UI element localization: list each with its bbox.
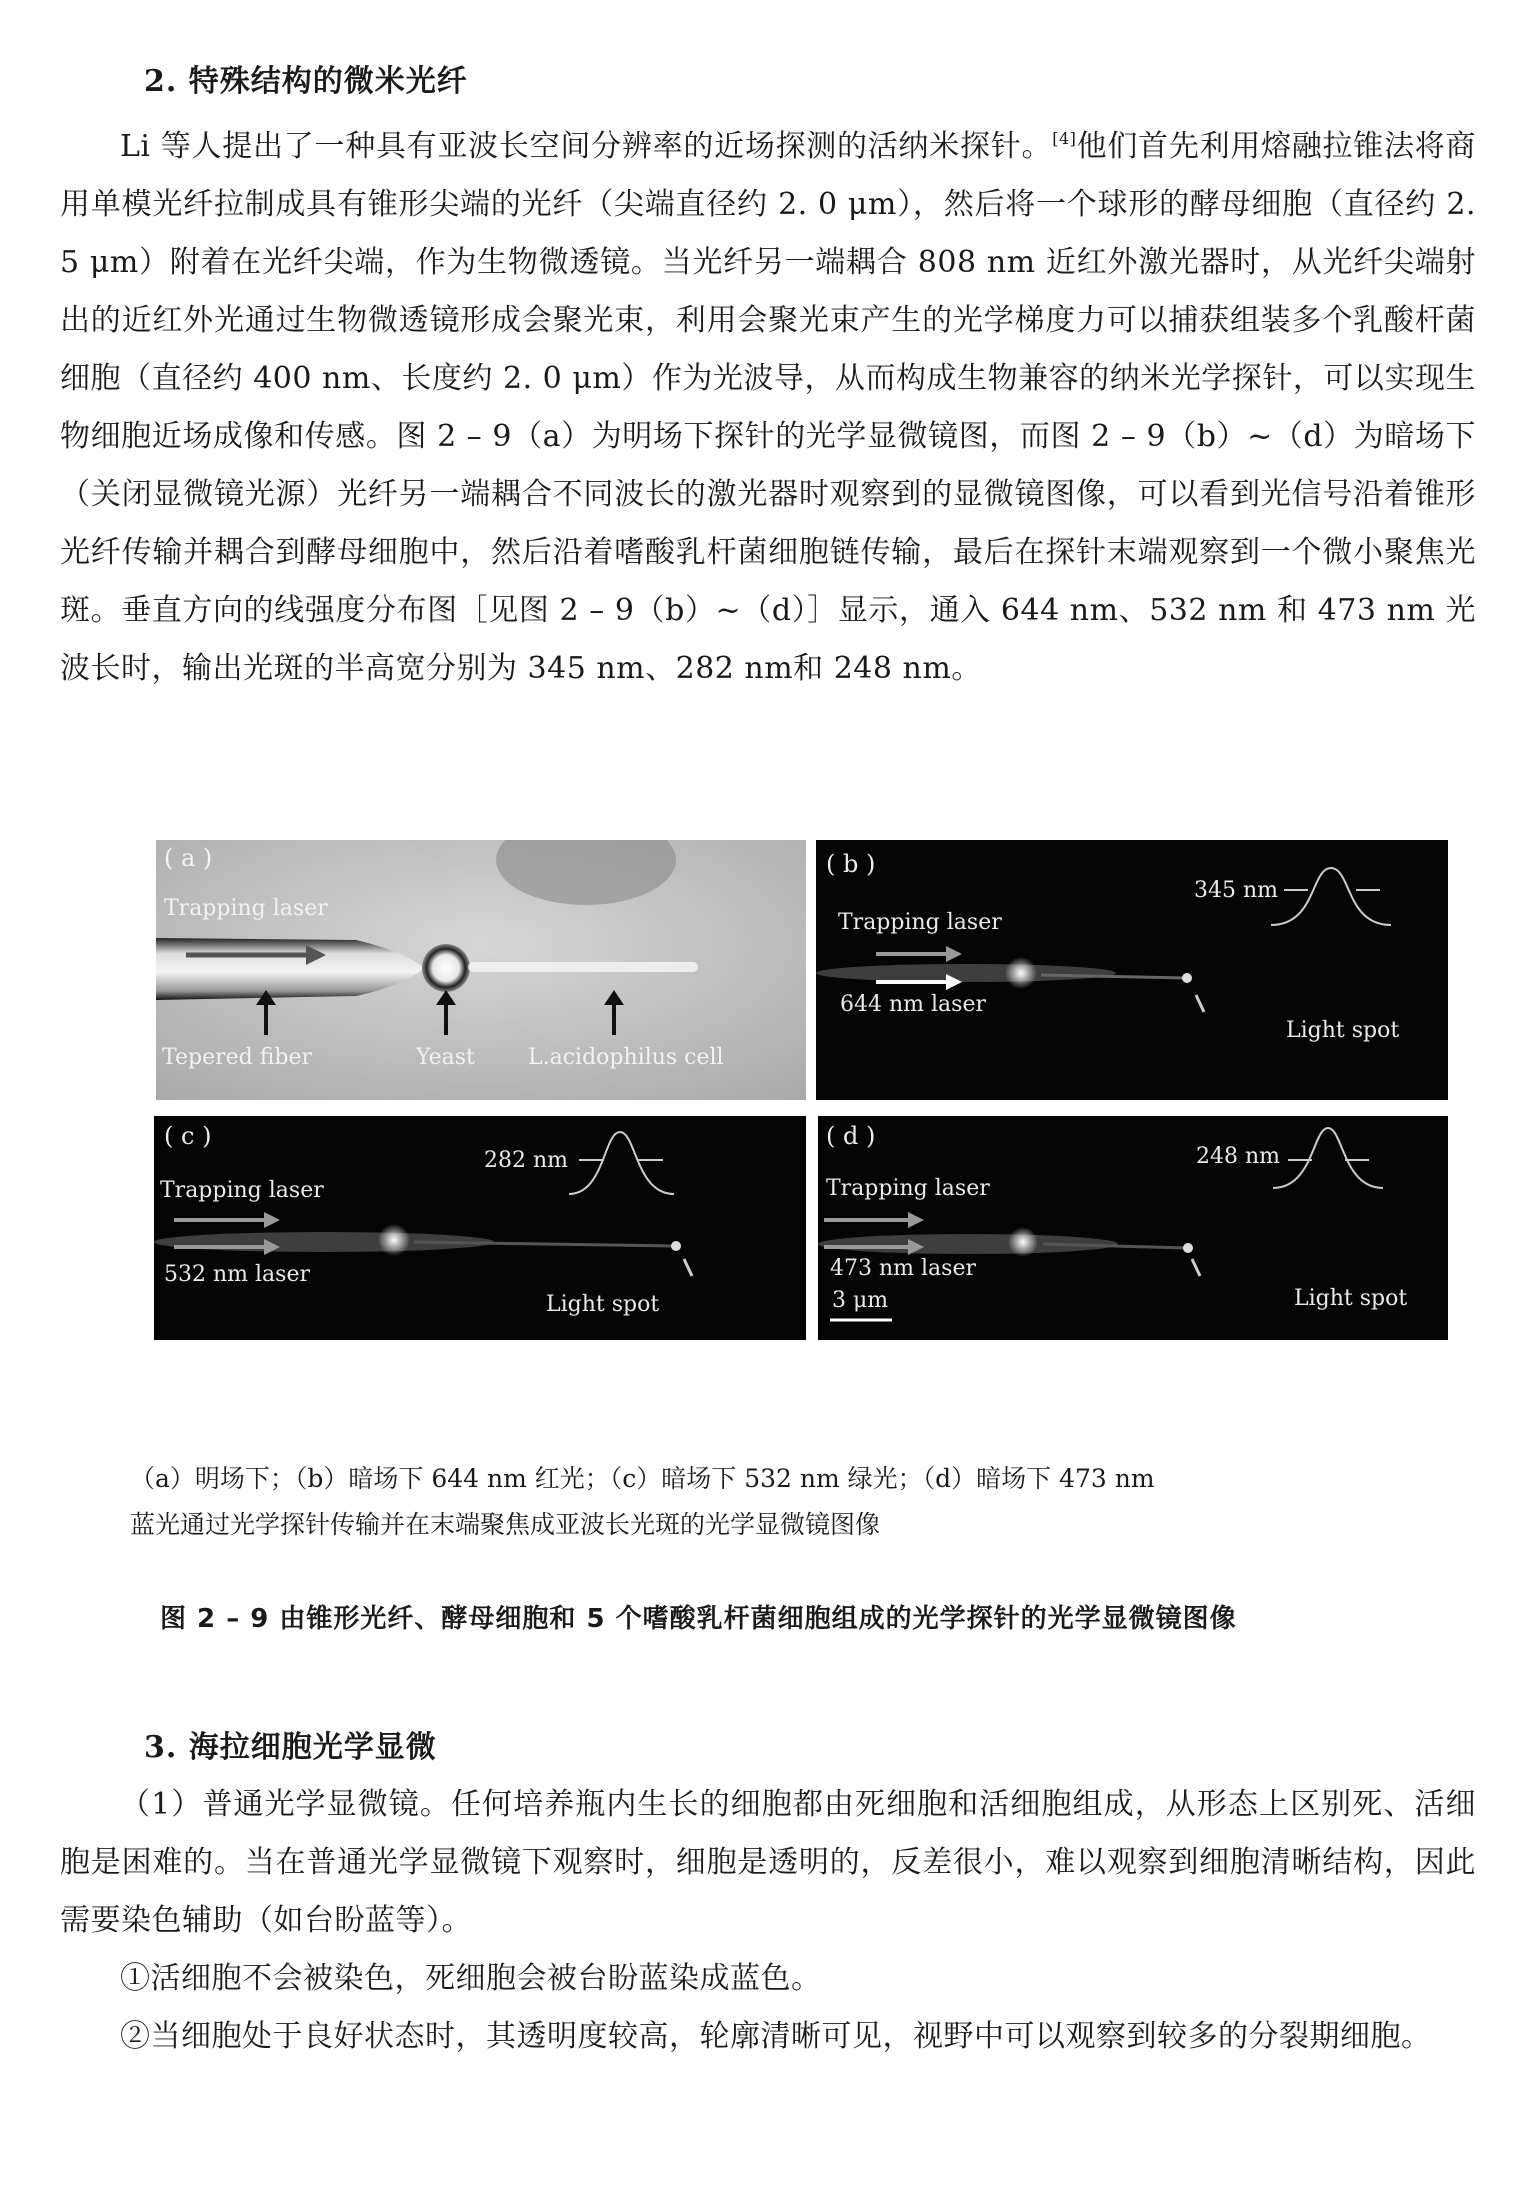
panel-a-trapping-label: Trapping laser [164,896,328,921]
section-2-paragraph [60,110,1476,698]
panel-b-fwhm-label: 345 nm [1194,878,1279,903]
darkfield-image-b [816,840,1448,1100]
panel-d-darkfield [818,1116,1448,1340]
list-item-1: ①活细胞不会被染色，死细胞会被台盼蓝染成蓝色。 [120,1961,822,1996]
paragraph-text-a: Li 等人提出了一种具有亚波长空间分辨率的近场探测的活纳米探针。 [120,129,1053,164]
section-3-paragraph: （1）普通光学显微镜。任何培养瓶内生长的细胞都由死细胞和活细胞组成，从形态上区别死、活细胞是困难的。当在普通光学显微镜下观察时，细胞是透明的，反差很小，难以观察到细胞清晰结构，因此需要染色辅助（如台盼蓝等）。 [60,1787,1476,1938]
panel-b-spot-label: Light spot [1286,1018,1400,1043]
panel-c-laser-label: 532 nm laser [164,1262,310,1287]
scale-bar-label: 3 μm [832,1288,889,1313]
citation-ref[interactable]: [4] [1052,129,1077,148]
panel-a-cell-label: L.acidophilus cell [528,1045,724,1070]
panel-d-laser-label: 473 nm laser [830,1256,976,1281]
panel-d-trapping-label: Trapping laser [826,1176,990,1201]
panel-a-fiber-label: Tepered fiber [162,1045,312,1070]
panel-a-label: ( a ) [164,844,213,872]
panel-a-yeast-label: Yeast [416,1045,475,1070]
panel-a-brightfield [156,840,806,1100]
panel-c-spot-label: Light spot [546,1292,660,1317]
section-2-heading: 2. 特殊结构的微米光纤 [144,64,468,99]
list-item-2: ②当细胞处于良好状态时，其透明度较高，轮廓清晰可见，视野中可以观察到较多的分裂期细胞。 [120,2019,1432,2054]
figure-caption: 图 2 – 9 由锥形光纤、酵母细胞和 5 个嗜酸乳杆菌细胞组成的光学探针的光学显微镜图像 [160,1604,1237,1634]
panel-c-label: ( c ) [164,1122,212,1150]
panel-d-fwhm-label: 248 nm [1196,1144,1281,1169]
panel-b-label: ( b ) [826,850,876,878]
panel-b-laser-label: 644 nm laser [840,992,986,1017]
paragraph-text-b: 他们首先利用熔融拉锥法将商用单模光纤拉制成具有锥形尖端的光纤（尖端直径约 2. 0 μm），然后将一个球形的酵母细胞（直径约 2. 5 μm）附着在光纤尖端，作为生物微透镜。当光纤另一端耦合 808 nm 近红外激光器时，从光纤尖端射出的近红外光通过生物微透镜形成会聚光束，利用会聚光束产生的光学梯度力可以捕获组装多个乳酸杆菌细胞（直径约 400 nm、长度约 2. 0 μm）作为光波导，从而构成生物兼容的纳米光学探针，可以实现生物细胞近场成像和传感。图 2 – 9（a）为明场下探针的光学显微镜图，而图 2 – 9（b）~（d）为暗场下（关闭显微镜光源）光纤另一端耦合不同波长的激光器时观察到的显微镜图像，可以看到光信号沿着锥形光纤传输并耦合到酵母细胞中，然后沿着嗜酸乳杆菌细胞链传输，最后在探针末端观察到一个微小聚焦光斑。垂直方向的线强度分布图［见图 2 – 9（b）~（d）］显示，通入 644 nm、532 nm 和 473 nm 光波长时，输出光斑的半高宽分别为 345 nm、282 nm和 248 nm。 [60,129,1476,686]
section-2 [60,56,1476,698]
panel-d-spot-label: Light spot [1294,1286,1408,1311]
figure-subcaption [130,1456,1430,1548]
darkfield-image-c [154,1116,806,1340]
panel-b-darkfield [816,840,1448,1100]
panel-d-label: ( d ) [826,1122,876,1150]
section-3-heading: 3. 海拉细胞光学显微 [144,1730,437,1765]
panel-c-fwhm-label: 282 nm [484,1148,569,1173]
subcaption-line-2: 蓝光通过光学探针传输并在末端聚焦成亚波长光斑的光学显微镜图像 [130,1510,881,1539]
panel-c-darkfield [154,1116,806,1340]
panel-c-trapping-label: Trapping laser [160,1178,324,1203]
figure-2-9 [96,840,1446,1340]
subcaption-line-1: （a）明场下；（b）暗场下 644 nm 红光；（c）暗场下 532 nm 绿光；（d）暗场下 473 nm [130,1464,1155,1493]
panel-b-trapping-label: Trapping laser [838,910,1002,935]
section-3 [60,1722,1476,2066]
